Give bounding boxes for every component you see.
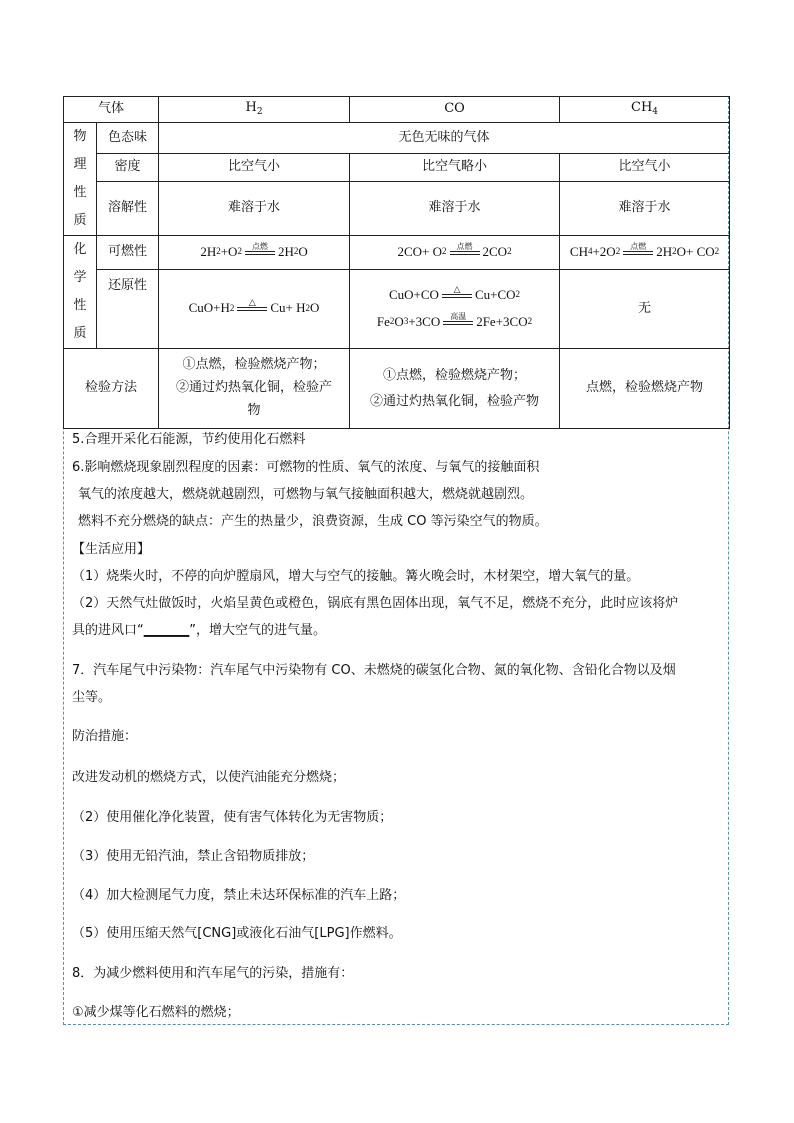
paragraph-6: 6.影响燃烧现象剧烈程度的因素：可燃物的性质、氧气的浓度、与氧气的接触面积	[72, 460, 540, 475]
test-method-label: 检验方法	[64, 349, 159, 429]
life-application-2a: （2）天然气灶做饭时，火焰呈黄色或橙色，锅底有黑色固体出现，氧气不足，燃烧不充分，此时应该将炉	[72, 596, 679, 611]
paragraph-6b: 燃料不充分燃烧的缺点：产生的热量少，浪费资源，生成 CO 等污染空气的物质。	[78, 514, 548, 529]
table-row	[64, 349, 730, 429]
flammability-h2-equation: 2H 2 +O 2 点燃 2H 2 O	[159, 236, 350, 270]
reducibility-h2-equation: CuO+H 2 △ Cu+ H 2 O	[159, 270, 350, 349]
reducibility-ch4: 无	[560, 270, 730, 349]
paragraph-5: 5.合理开采化石能源，节约使用化石燃料	[72, 432, 306, 447]
flammability-ch4-equation: CH 4 +2O 2 点燃 2H 2 O+ CO 2	[560, 236, 730, 270]
table-row	[64, 182, 730, 236]
measures-heading: 防治措施：	[72, 729, 138, 744]
density-ch4: 比空气小	[560, 154, 730, 182]
color-odor-label: 色态味	[97, 123, 159, 154]
table-row	[64, 270, 730, 349]
density-label: 密度	[97, 154, 159, 182]
life-application-1: （1）烧柴火时，不停的向炉膛扇风，增大与空气的接触。篝火晚会时，木材架空，增大氧气的量。	[72, 569, 640, 584]
solubility-ch4: 难溶于水	[560, 182, 730, 236]
fill-blank: _______	[143, 623, 190, 638]
measure-5: （5）使用压缩天然气[CNG]或液化石油气[LPG]作燃料。	[72, 926, 402, 941]
life-application-title: 【生活应用】	[72, 542, 151, 557]
table-row	[64, 123, 730, 154]
paragraph-6a: 氧气的浓度越大，燃烧就越剧烈，可燃物与氧气接触面积越大，燃烧就越剧烈。	[78, 487, 534, 502]
gas-properties-table	[63, 96, 730, 429]
density-h2: 比空气小	[159, 154, 350, 182]
paragraph-7a: 7．汽车尾气中污染物：汽车尾气中污染物有 CO、未燃烧的碳氢化合物、氮的氧化物、含铅化合物以及烟	[72, 663, 676, 678]
table-header-row	[64, 97, 730, 123]
solubility-label: 溶解性	[97, 182, 159, 236]
reducibility-co-equations: CuO+CO △ Cu+CO 2 Fe 2 O 3 +3CO 高温 2Fe+3CO 2	[350, 270, 560, 349]
test-method-h2: ①点燃，检验燃烧产物； ②通过灼热氧化铜，检验产 物	[159, 349, 350, 429]
life-application-2b: 具的进风口“_______”，增大空气的进气量。	[72, 623, 326, 638]
header-gas: 气体	[64, 97, 159, 123]
table-row	[64, 236, 730, 270]
solubility-h2: 难溶于水	[159, 182, 350, 236]
paragraph-7b: 尘等。	[72, 690, 112, 705]
measure-3: （3）使用无铅汽油，禁止含铅物质排放；	[72, 849, 315, 864]
flammability-co-equation: 2CO+ O 2 点燃 2CO 2	[350, 236, 560, 270]
paragraph-8a: ①减少煤等化石燃料的燃烧；	[72, 1005, 240, 1020]
table-row	[64, 154, 730, 182]
physical-properties-label: 物 理 性 质	[64, 123, 97, 236]
measure-1: 改进发动机的燃烧方式，以使汽油能充分燃烧；	[72, 770, 346, 785]
chemical-properties-label: 化 学 性 质	[64, 236, 97, 349]
paragraph-8: 8．为减少燃料使用和汽车尾气的污染，措施有：	[72, 966, 354, 981]
header-co: CO	[350, 97, 560, 123]
flammability-label: 可燃性	[97, 236, 159, 270]
header-ch4: $CH_4$	[560, 97, 730, 123]
measure-2: （2）使用催化净化装置，使有害气体转化为无害物质；	[72, 810, 393, 825]
density-co: 比空气略小	[350, 154, 560, 182]
header-h2: $H_2$	[159, 97, 350, 123]
color-odor-value: 无色无味的气体	[159, 123, 730, 154]
test-method-ch4: 点燃，检验燃烧产物	[560, 349, 730, 429]
measure-4: （4）加大检测尾气力度，禁止未达环保标准的汽车上路；	[72, 888, 406, 903]
test-method-co: ①点燃，检验燃烧产物； ②通过灼热氧化铜，检验产物	[350, 349, 560, 429]
reducibility-label: 还原性	[97, 270, 159, 349]
solubility-co: 难溶于水	[350, 182, 560, 236]
